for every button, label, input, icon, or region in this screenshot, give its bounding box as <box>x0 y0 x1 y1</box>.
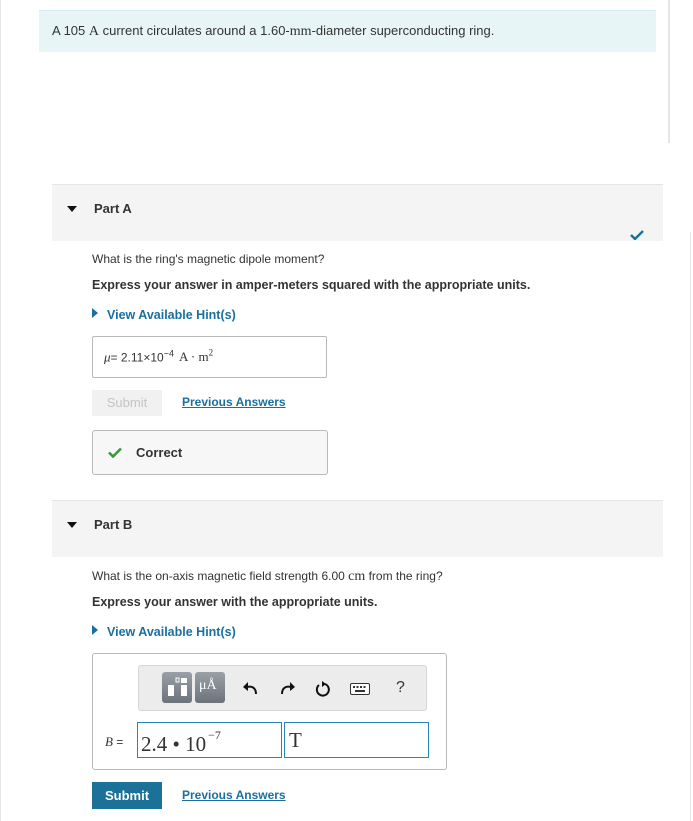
templates-icon <box>162 672 192 703</box>
answer-unit-exponent: 2 <box>208 348 214 358</box>
expand-triangle-icon <box>92 625 98 635</box>
current-unit: A <box>88 24 99 39</box>
unit-input[interactable]: T <box>284 722 429 758</box>
answer-symbol: B <box>105 734 113 749</box>
part-b-previous-answers-link[interactable]: Previous Answers <box>182 788 286 802</box>
units-button-label: μÅ <box>199 678 217 693</box>
left-border <box>0 0 1 821</box>
part-b-title: Part B <box>94 517 133 532</box>
problem-text-after: -diameter superconducting ring. <box>311 23 495 38</box>
part-a-complete-check-icon <box>630 230 644 240</box>
part-a-hint-label: View Available Hint(s) <box>107 308 236 322</box>
part-b-question-after: from the ring? <box>365 569 443 583</box>
part-a-title: Part A <box>94 201 132 216</box>
mu-symbol: μ <box>104 349 111 365</box>
answer-exponent: −4 <box>163 348 174 359</box>
length-unit: mm <box>289 24 312 39</box>
feedback-label: Correct <box>136 445 183 460</box>
keyboard-icon[interactable] <box>349 678 371 700</box>
templates-button[interactable] <box>162 672 192 703</box>
part-b-header[interactable] <box>52 500 663 557</box>
part-b-question <box>92 569 443 585</box>
part-b-question-unit: cm <box>348 569 366 584</box>
collapse-caret-icon[interactable] <box>67 522 77 528</box>
part-b-question-before: What is the on-axis magnetic field strength 6.00 <box>92 569 349 583</box>
answer-equals: = <box>110 350 121 365</box>
part-b-answer-editor <box>92 653 447 770</box>
problem-text-middle: current circulates around a 1.60- <box>99 23 290 38</box>
part-b-instruction: Express your answer with the appropriate units. <box>92 595 378 609</box>
right-border-bottom <box>690 232 691 821</box>
correct-check-icon <box>108 447 122 458</box>
part-a-question: What is the ring's magnetic dipole moment? <box>92 252 325 266</box>
part-a-answer-display <box>92 336 327 378</box>
part-a-header[interactable] <box>52 184 663 241</box>
units-button[interactable] <box>195 672 225 703</box>
part-a-previous-answers-link[interactable]: Previous Answers <box>182 395 286 409</box>
part-b-hint-label: View Available Hint(s) <box>107 625 236 639</box>
right-border-top <box>668 0 670 143</box>
answer-label <box>105 734 123 750</box>
redo-icon[interactable] <box>276 678 298 700</box>
collapse-caret-icon[interactable] <box>67 206 77 212</box>
part-b-hint-toggle[interactable] <box>92 625 236 639</box>
problem-text-before: A 105 <box>52 23 89 38</box>
part-b-submit-button[interactable]: Submit <box>92 782 162 809</box>
answer-unit <box>179 349 213 364</box>
answer-unit-base: A · m <box>178 349 209 365</box>
value-input[interactable] <box>137 722 282 758</box>
answer-mantissa: 2.11×10 <box>120 350 164 365</box>
undo-icon[interactable] <box>240 678 262 700</box>
expand-triangle-icon <box>92 308 98 318</box>
math-toolbar <box>138 665 427 711</box>
part-a-submit-button[interactable]: Submit <box>92 390 162 416</box>
value-exponent: −7 <box>208 728 221 742</box>
problem-statement <box>39 10 656 52</box>
value-mantissa: 2.4 • 10 <box>141 732 207 756</box>
part-a-hint-toggle[interactable] <box>92 308 236 322</box>
answer-equals: = <box>112 735 124 749</box>
part-a-feedback <box>92 430 328 475</box>
part-a-instruction: Express your answer in amper-meters squared with the appropriate units. <box>92 278 531 292</box>
help-button[interactable]: ? <box>396 679 405 696</box>
reset-icon[interactable] <box>312 678 334 700</box>
